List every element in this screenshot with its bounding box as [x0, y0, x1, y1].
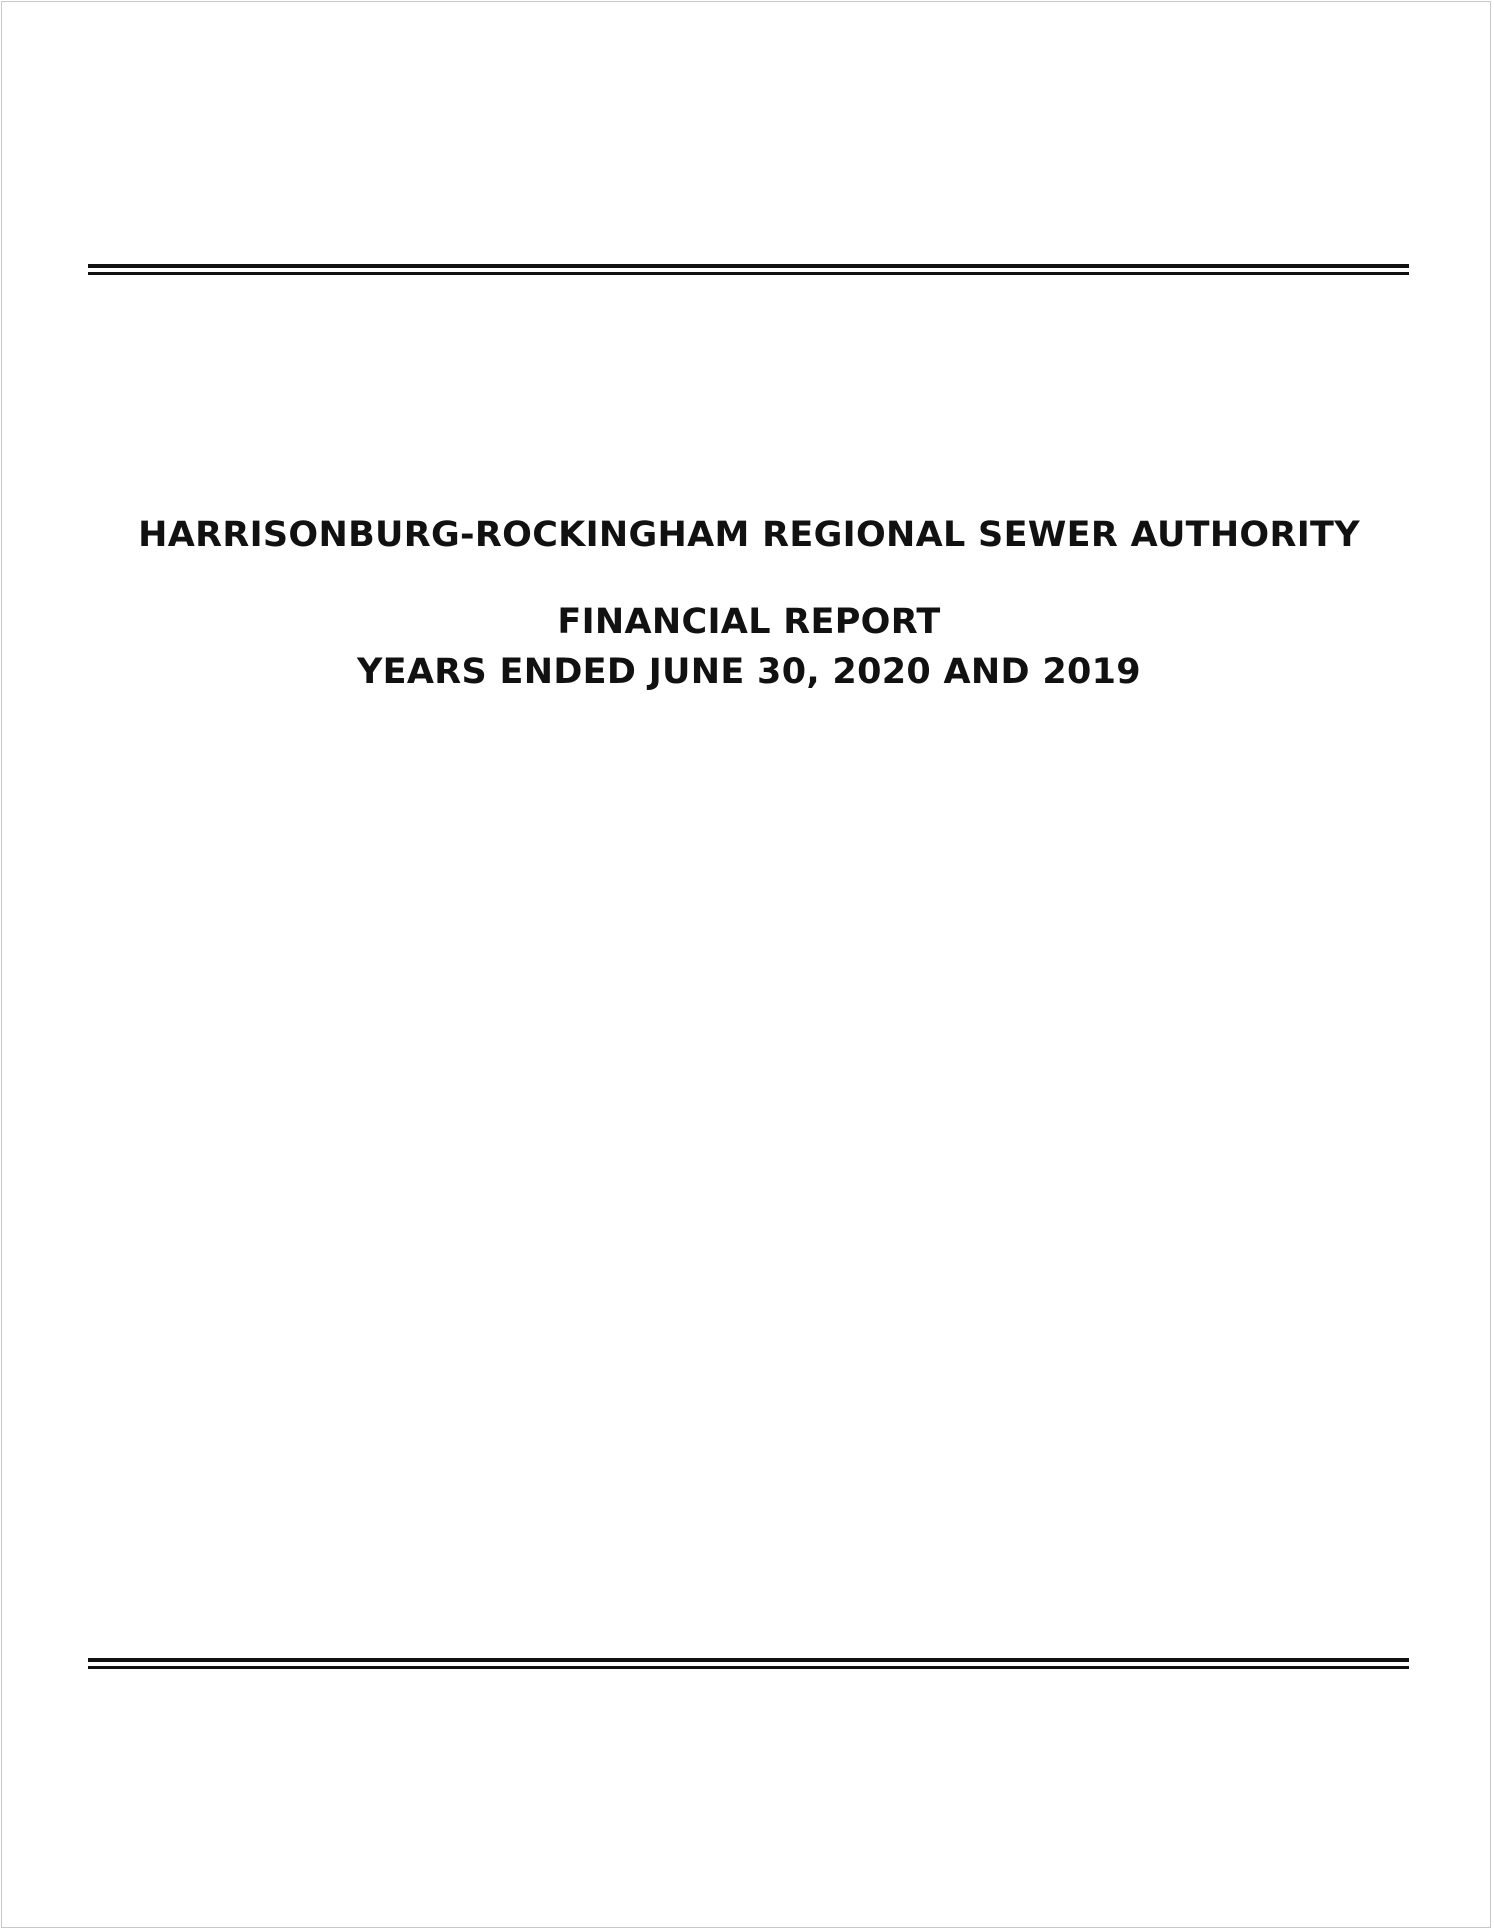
report-period: YEARS ENDED JUNE 30, 2020 AND 2019: [357, 652, 1141, 692]
page: [1, 1, 1491, 1928]
report-title: FINANCIAL REPORT: [557, 602, 941, 642]
top-double-rule: [88, 264, 1409, 275]
organization-name: HARRISONBURG-ROCKINGHAM REGIONAL SEWER AUTHORITY: [138, 515, 1360, 555]
bottom-double-rule: [88, 1658, 1409, 1669]
